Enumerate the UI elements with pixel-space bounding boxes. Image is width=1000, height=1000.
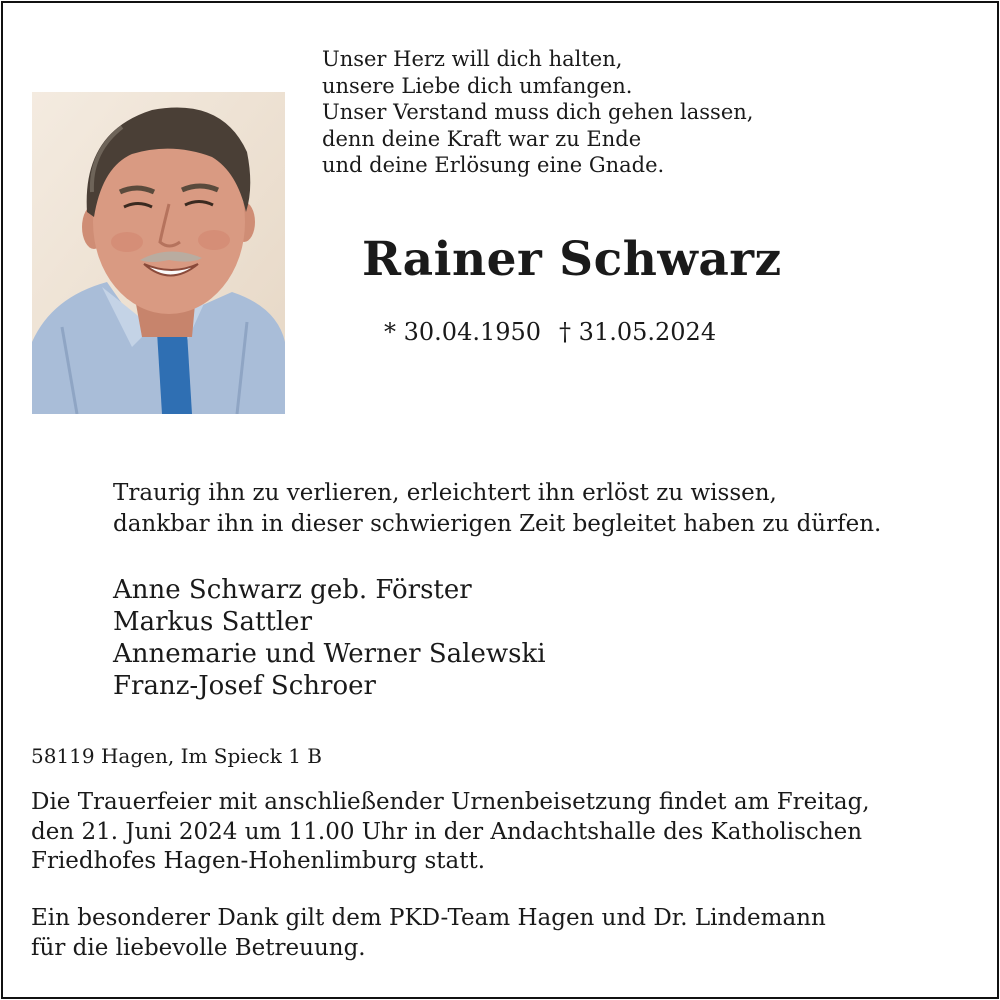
funeral-line: Friedhofes Hagen-Hohenlimburg statt. [31, 848, 486, 874]
family-address: 58119 Hagen, Im Spieck 1 B [31, 744, 322, 768]
saying-line: Traurig ihn zu verlieren, erleichtert ihn erlöst zu wissen, [113, 480, 777, 506]
funeral-line: den 21. Juni 2024 um 11.00 Uhr in der Andachtshalle des Katholischen [31, 818, 863, 845]
funeral-details [31, 788, 870, 877]
thanks-line: Ein besonderer Dank gilt dem PKD-Team Hagen und Dr. Lindemann [31, 905, 826, 931]
birth-date: * 30.04.1950 [384, 318, 542, 346]
mourner-name: Anne Schwarz geb. Förster [113, 575, 472, 605]
thanks-line: für die liebevolle Betreuung. [31, 934, 366, 961]
deceased-name: Rainer Schwarz [362, 232, 782, 287]
poem-line: Unser Herz will dich halten, [322, 47, 623, 71]
life-dates [384, 318, 716, 346]
mourners-list [113, 574, 546, 702]
mourning-saying [113, 478, 881, 539]
funeral-line: Die Trauerfeier mit anschließender Urnenbeisetzung findet am Freitag, [31, 789, 870, 815]
poem-line: denn deine Kraft war zu Ende [322, 126, 642, 151]
poem-line: und deine Erlösung eine Gnade. [322, 153, 665, 177]
poem-line: unsere Liebe dich umfangen. [322, 73, 633, 98]
mourner-name: Franz-Josef Schroer [113, 671, 376, 701]
portrait-photo [32, 92, 285, 414]
saying-line: dankbar ihn in dieser schwierigen Zeit begleitet haben zu dürfen. [113, 510, 882, 537]
death-date: † 31.05.2024 [559, 318, 717, 346]
mourner-name: Annemarie und Werner Salewski [113, 639, 546, 669]
thanks-note [31, 904, 826, 963]
poem-line: Unser Verstand muss dich gehen lassen, [322, 100, 754, 124]
mourner-name: Markus Sattler [113, 607, 312, 637]
poem [322, 46, 753, 179]
